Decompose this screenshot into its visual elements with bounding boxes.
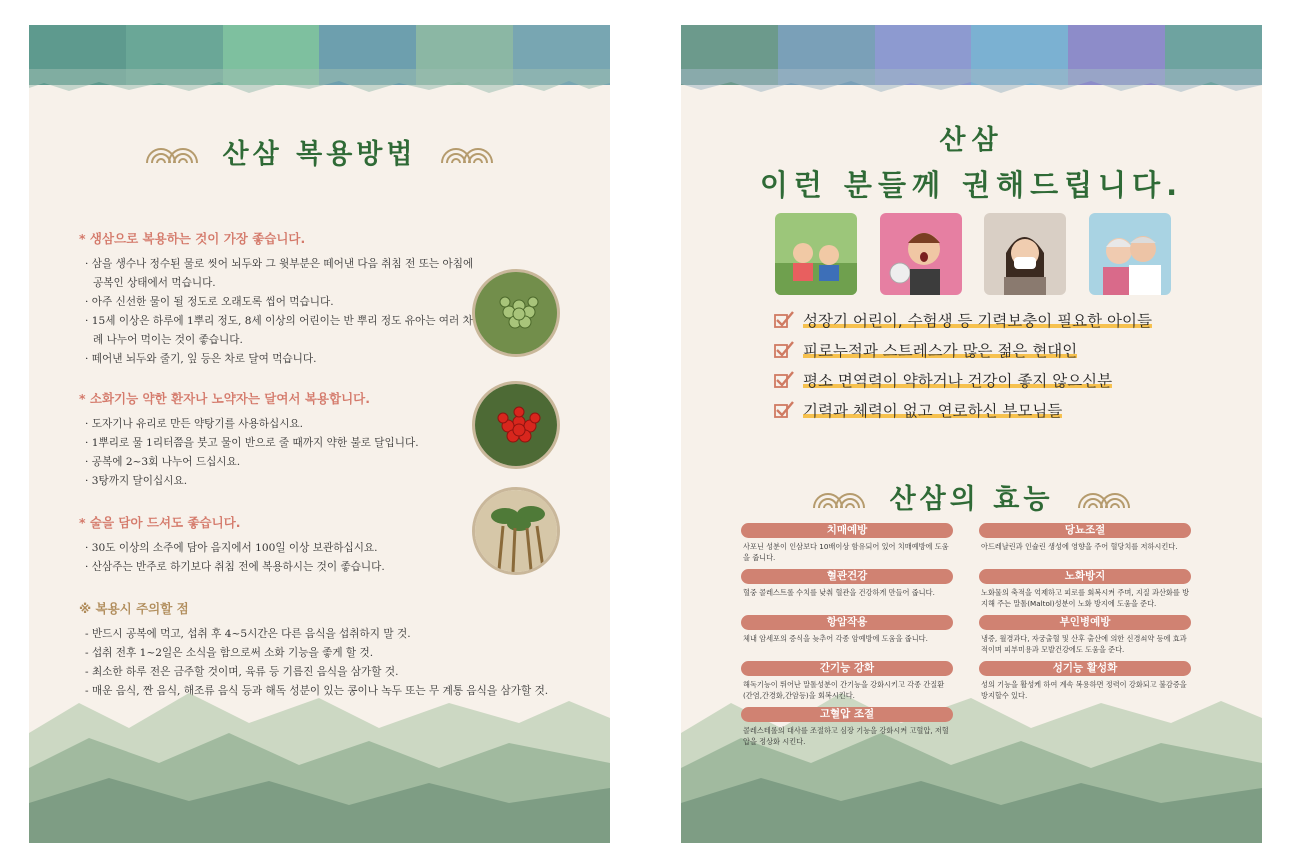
effect-label: 부인병예방 (979, 615, 1191, 630)
bullet-item: · 30도 이상의 소주에 담아 음지에서 100일 이상 보관하십시요. (79, 539, 479, 558)
recommend-item (773, 365, 1152, 395)
bullet-item: · 15세 이상은 하루에 1뿌리 정도, 8세 이상의 어린이는 반 뿌리 정도 유아는 여러 차례 나누어 먹이는 것이 좋습니다. (79, 312, 479, 350)
torn-paper-edge (681, 69, 1262, 109)
wave-ornament-icon (438, 139, 496, 165)
recommend-list (773, 305, 1152, 425)
effect-label: 성기능 활성화 (979, 661, 1191, 676)
effect-label: 당뇨조절 (979, 523, 1191, 538)
effect-desc: 냉증, 월경과다, 자궁출혈 및 산후 출산에 의한 신경쇠약 등에 효과적이며 피부미용과 모발건강에도 도움을 준다. (981, 634, 1187, 654)
elderly-couple-photo-icon (1089, 213, 1171, 295)
effects-title: 산삼의 효능 (889, 484, 1054, 515)
effect-label: 고혈압 조절 (741, 707, 953, 722)
effect-desc: 사포닌 성분이 인삼보다 10배이상 함유되어 있어 치매예방에 도움을 줍니다. (743, 542, 949, 562)
section-heading: * 생삼으로 복용하는 것이 가장 좋습니다. (79, 231, 306, 246)
effect-item (741, 569, 953, 598)
effect-desc: 해독기능이 뛰어난 말톨성분이 간기능을 강화시키고 각종 간질환(간염,간경화,간암등)을 회복시킨다. (743, 680, 945, 700)
bullet-item: · 3탕까지 달이십시요. (79, 472, 479, 491)
recommend-title-line1: 산삼 (939, 125, 1004, 156)
effect-label: 간기능 강화 (741, 661, 953, 676)
bullet-item: · 아주 신선한 물이 될 정도로 오래도록 씹어 먹습니다. (79, 293, 479, 312)
effect-label: 노화방지 (979, 569, 1191, 584)
effect-item (979, 569, 1191, 609)
recommend-text: 평소 면역력이 약하거나 건강이 좋지 않으신분 (803, 369, 1112, 391)
recommend-text: 성장기 어린이, 수험생 등 기력보충이 필요한 아이들 (803, 309, 1152, 331)
check-box-icon (773, 370, 795, 390)
effect-label: 치매예방 (741, 523, 953, 538)
effect-item (979, 661, 1191, 701)
recommend-item (773, 335, 1152, 365)
effect-desc: 콜레스테롤의 대사를 조절하고 심장 기능을 강화시켜 고혈압, 저혈압을 정상화 시킨다. (743, 726, 949, 746)
caution-item: - 반드시 공복에 먹고, 섭취 후 4~5시간은 다른 음식을 섭취하지 말 것. (79, 625, 599, 644)
effect-item (741, 661, 953, 701)
bullet-item: · 삼을 생수나 정수된 물로 씻어 뇌두와 그 윗부분은 떼어낸 다음 취침 전 또는 아침에 공복인 상태에서 먹습니다. (79, 255, 479, 293)
left-page (29, 25, 610, 843)
ginseng-flower-bud-icon (472, 269, 560, 357)
sick-woman-photo-icon (984, 213, 1066, 295)
effect-desc: 성의 기능을 활성케 하여 계속 복용하면 정력이 강화되고 불감증을 방지할수 있다. (981, 680, 1187, 700)
effect-item (741, 615, 953, 644)
caution-item: - 최소한 하루 전은 금주할 것이며, 육류 등 기름진 음식을 삼가할 것. (79, 663, 599, 682)
recommend-item (773, 395, 1152, 425)
wave-ornament-icon (1075, 484, 1133, 510)
effect-item (741, 523, 953, 563)
effect-desc: 체내 암세포의 증식을 늦추어 각종 암예방에 도움을 줍니다. (743, 634, 928, 643)
effect-item (979, 523, 1191, 552)
effect-item (741, 707, 953, 747)
bullet-item: · 도자기나 유리로 만든 약탕기를 사용하십시요. (79, 415, 479, 434)
effect-desc: 아드레날린과 인슐린 생성에 영향을 주어 혈당치를 저하시킨다. (981, 542, 1178, 551)
right-page (681, 25, 1262, 843)
section-liquor (79, 513, 479, 577)
section-fresh (79, 229, 479, 369)
caution-item: - 섭취 전후 1~2일은 소식을 함으로써 소화 기능을 좋게 할 것. (79, 644, 599, 663)
effect-desc: 노화물의 축적을 억제하고 피로를 회복시켜 주며, 지질 과산화를 방지해 주는 말톨(Maltol)성분이 노화 방지에 도움을 준다. (981, 588, 1190, 608)
caution-item: - 매운 음식, 짠 음식, 해조류 음식 등과 해독 성분이 있는 콩이나 녹두 또는 무 계통 음식을 삼가할 것. (79, 682, 599, 701)
effects-title-row (681, 477, 1262, 516)
bullet-item: · 공복에 2~3회 나누어 드십시요. (79, 453, 479, 472)
wave-ornament-icon (143, 139, 201, 165)
title-row (29, 132, 610, 171)
wave-ornament-icon (810, 484, 868, 510)
tired-woman-photo-icon (880, 213, 962, 295)
bullet-item: · 1뿌리로 물 1리터쯤을 붓고 물이 반으로 줄 때까지 약한 불로 달입니다. (79, 434, 479, 453)
bullet-item: · 산삼주는 반주로 하기보다 취침 전에 복용하시는 것이 좋습니다. (79, 558, 479, 577)
effect-label: 항암작용 (741, 615, 953, 630)
check-box-icon (773, 310, 795, 330)
recommend-item (773, 305, 1152, 335)
children-photo-icon (775, 213, 857, 295)
effect-item (979, 615, 1191, 655)
caution-heading: ※ 복용시 주의할 점 (79, 601, 189, 616)
effect-label: 혈관건강 (741, 569, 953, 584)
check-box-icon (773, 340, 795, 360)
recommend-title-line2: 이런 분들께 권해드립니다. (759, 168, 1184, 202)
section-heading: * 술을 담아 드셔도 좋습니다. (79, 515, 241, 530)
check-box-icon (773, 400, 795, 420)
mountain-watercolor (29, 673, 610, 843)
recommend-text: 기력과 체력이 없고 연로하신 부모님들 (803, 399, 1062, 421)
recommend-text: 피로누적과 스트레스가 많은 젊은 현대인 (803, 339, 1077, 361)
ginseng-red-berries-icon (472, 381, 560, 469)
section-decoction (79, 389, 479, 491)
page-title: 산삼 복용방법 (222, 139, 417, 170)
torn-paper-edge (29, 69, 610, 109)
bullet-item: · 떼어낸 뇌두와 줄기, 잎 등은 차로 달여 먹습니다. (79, 350, 479, 369)
ginseng-roots-icon (472, 487, 560, 575)
photo-row (775, 213, 1171, 295)
section-heading: * 소화기능 약한 환자나 노약자는 달여서 복용합니다. (79, 391, 370, 406)
effect-desc: 혈중 콜레스트롤 수치를 낮춰 혈관을 건강하게 만들어 줍니다. (743, 588, 935, 597)
